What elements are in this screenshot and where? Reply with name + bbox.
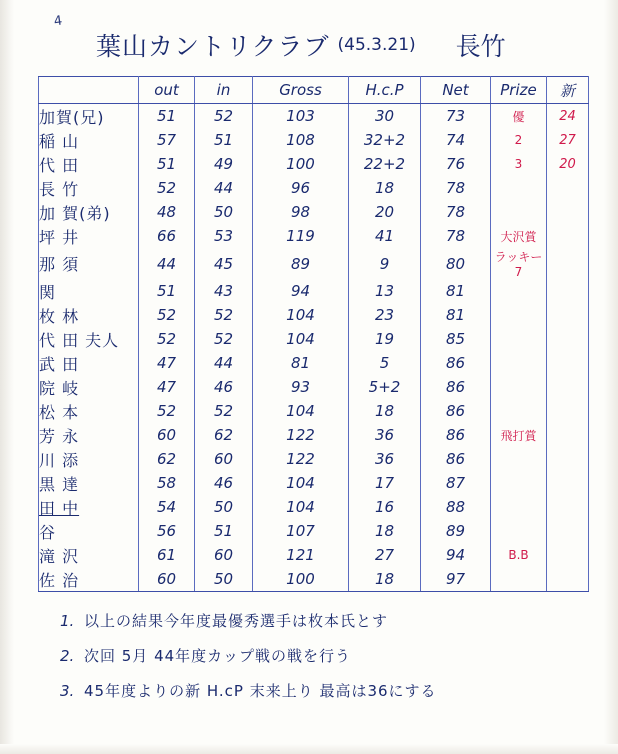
table-row [39, 104, 589, 129]
table-row [39, 447, 589, 471]
score-net: 86 [421, 423, 491, 447]
score-net: 74 [421, 128, 491, 152]
paper-edge-bottom [0, 744, 618, 754]
table-row [39, 279, 589, 303]
score-gross: 122 [253, 447, 349, 471]
prize-label: ラッキー7 [491, 248, 547, 279]
score-in: 51 [195, 128, 253, 152]
score-net: 94 [421, 543, 491, 567]
column-header-net: Net [421, 77, 491, 104]
column-header-prize: Prize [491, 77, 547, 104]
score-hcp: 27 [349, 543, 421, 567]
player-name: 那 須 [39, 248, 139, 279]
score-in: 43 [195, 279, 253, 303]
score-in: 52 [195, 327, 253, 351]
new-hcp: 20 [547, 152, 589, 176]
score-gross: 89 [253, 248, 349, 279]
score-gross: 104 [253, 495, 349, 519]
score-out: 60 [139, 567, 195, 592]
score-hcp: 32+2 [349, 128, 421, 152]
score-gross: 100 [253, 567, 349, 592]
score-out: 52 [139, 176, 195, 200]
table-row [39, 567, 589, 592]
score-table-container [38, 76, 588, 592]
score-gross: 107 [253, 519, 349, 543]
score-out: 52 [139, 303, 195, 327]
score-out: 44 [139, 248, 195, 279]
player-name: 坪 井 [39, 224, 139, 248]
event-date: (45.3.21) [337, 35, 416, 55]
new-hcp: 24 [547, 104, 589, 129]
score-net: 86 [421, 447, 491, 471]
player-name: 稲 山 [39, 128, 139, 152]
score-in: 52 [195, 399, 253, 423]
score-out: 66 [139, 224, 195, 248]
new-hcp [547, 224, 589, 248]
score-out: 56 [139, 519, 195, 543]
score-hcp: 36 [349, 447, 421, 471]
new-hcp [547, 567, 589, 592]
new-hcp [547, 543, 589, 567]
note-text: 次回 5月 44年度カップ戦の戦を行う [84, 647, 352, 665]
score-table [38, 76, 589, 592]
score-hcp: 16 [349, 495, 421, 519]
score-in: 51 [195, 519, 253, 543]
score-net: 81 [421, 279, 491, 303]
new-hcp [547, 519, 589, 543]
player-name: 佐 治 [39, 567, 139, 592]
score-out: 51 [139, 279, 195, 303]
prize-label [491, 495, 547, 519]
score-net: 78 [421, 176, 491, 200]
paper-edge-right [604, 0, 618, 754]
score-net: 89 [421, 519, 491, 543]
score-gross: 100 [253, 152, 349, 176]
note-item [60, 645, 590, 666]
score-gross: 104 [253, 399, 349, 423]
column-header-hcp: H.c.P [349, 77, 421, 104]
score-gross: 119 [253, 224, 349, 248]
table-row [39, 176, 589, 200]
score-hcp: 18 [349, 176, 421, 200]
score-gross: 94 [253, 279, 349, 303]
score-out: 61 [139, 543, 195, 567]
score-net: 86 [421, 399, 491, 423]
player-name: 院 岐 [39, 375, 139, 399]
table-row [39, 248, 589, 279]
score-gross: 98 [253, 200, 349, 224]
column-header-name [39, 77, 139, 104]
score-hcp: 18 [349, 567, 421, 592]
score-out: 58 [139, 471, 195, 495]
score-net: 97 [421, 567, 491, 592]
score-in: 46 [195, 375, 253, 399]
score-out: 47 [139, 351, 195, 375]
table-row [39, 423, 589, 447]
score-gross: 81 [253, 351, 349, 375]
notes-section [60, 610, 590, 715]
new-hcp [547, 375, 589, 399]
score-net: 81 [421, 303, 491, 327]
note-number: 2. [60, 647, 75, 665]
player-name: 芳 永 [39, 423, 139, 447]
score-hcp: 30 [349, 104, 421, 129]
new-hcp [547, 303, 589, 327]
score-gross: 93 [253, 375, 349, 399]
player-name: 枚 林 [39, 303, 139, 327]
score-table-body [39, 104, 589, 592]
score-net: 73 [421, 104, 491, 129]
score-in: 50 [195, 200, 253, 224]
score-gross: 122 [253, 423, 349, 447]
new-hcp: 27 [547, 128, 589, 152]
prize-label [491, 471, 547, 495]
score-net: 86 [421, 351, 491, 375]
new-hcp [547, 495, 589, 519]
table-row [39, 471, 589, 495]
player-name: 代 田 [39, 152, 139, 176]
score-in: 45 [195, 248, 253, 279]
column-header-in: in [195, 77, 253, 104]
score-in: 62 [195, 423, 253, 447]
prize-label: 大沢賞 [491, 224, 547, 248]
score-gross: 121 [253, 543, 349, 567]
prize-label [491, 567, 547, 592]
score-out: 52 [139, 327, 195, 351]
score-in: 49 [195, 152, 253, 176]
score-gross: 104 [253, 303, 349, 327]
prize-label [491, 327, 547, 351]
score-hcp: 36 [349, 423, 421, 447]
table-row [39, 351, 589, 375]
score-gross: 96 [253, 176, 349, 200]
score-gross: 103 [253, 104, 349, 129]
score-hcp: 18 [349, 399, 421, 423]
score-out: 54 [139, 495, 195, 519]
club-name: 葉山カントリクラブ [96, 32, 330, 61]
column-header-new: 新 [547, 77, 589, 104]
score-net: 85 [421, 327, 491, 351]
note-text: 45年度よりの新 H.cP 末来上り 最高は36にする [84, 682, 437, 700]
score-hcp: 17 [349, 471, 421, 495]
score-in: 44 [195, 176, 253, 200]
score-net: 87 [421, 471, 491, 495]
score-net: 78 [421, 224, 491, 248]
table-row [39, 128, 589, 152]
score-gross: 108 [253, 128, 349, 152]
score-hcp: 41 [349, 224, 421, 248]
new-hcp [547, 327, 589, 351]
player-name: 川 添 [39, 447, 139, 471]
score-in: 44 [195, 351, 253, 375]
player-name: 代 田 夫人 [39, 327, 139, 351]
score-out: 52 [139, 399, 195, 423]
column-header-out: out [139, 77, 195, 104]
player-name: 加 賀(弟) [39, 200, 139, 224]
prize-label: 3 [491, 152, 547, 176]
score-hcp: 22+2 [349, 152, 421, 176]
player-name: 長 竹 [39, 176, 139, 200]
table-header-row [39, 77, 589, 104]
table-row [39, 543, 589, 567]
score-net: 78 [421, 200, 491, 224]
player-name: 松 本 [39, 399, 139, 423]
table-row [39, 224, 589, 248]
prize-label [491, 375, 547, 399]
score-hcp: 5+2 [349, 375, 421, 399]
score-net: 86 [421, 375, 491, 399]
score-out: 57 [139, 128, 195, 152]
note-text: 以上の結果今年度最優秀選手は枚本氏とす [84, 612, 389, 630]
new-hcp [547, 200, 589, 224]
prize-label: 優 [491, 104, 547, 129]
new-hcp [547, 423, 589, 447]
player-name: 滝 沢 [39, 543, 139, 567]
note-number: 1. [60, 612, 75, 630]
score-hcp: 9 [349, 248, 421, 279]
prize-label: B.B [491, 543, 547, 567]
column-header-gross: Gross [253, 77, 349, 104]
score-out: 51 [139, 152, 195, 176]
prize-label [491, 303, 547, 327]
player-name: 加賀(兄) [39, 104, 139, 129]
table-row [39, 519, 589, 543]
score-net: 76 [421, 152, 491, 176]
note-item [60, 610, 590, 631]
player-name: 武 田 [39, 351, 139, 375]
score-out: 48 [139, 200, 195, 224]
note-item [60, 680, 590, 701]
score-gross: 104 [253, 327, 349, 351]
score-out: 47 [139, 375, 195, 399]
score-net: 80 [421, 248, 491, 279]
winner-name: 長竹 [455, 32, 506, 61]
table-row [39, 303, 589, 327]
prize-label [491, 200, 547, 224]
player-name: 谷 [39, 519, 139, 543]
score-hcp: 20 [349, 200, 421, 224]
table-row [39, 399, 589, 423]
new-hcp [547, 351, 589, 375]
prize-label: 2 [491, 128, 547, 152]
corner-mark: 4 [52, 13, 64, 30]
score-hcp: 23 [349, 303, 421, 327]
new-hcp [547, 471, 589, 495]
table-row [39, 375, 589, 399]
score-in: 53 [195, 224, 253, 248]
score-out: 51 [139, 104, 195, 129]
new-hcp [547, 176, 589, 200]
prize-label: 飛打賞 [491, 423, 547, 447]
paper-edge-left [0, 0, 14, 754]
score-hcp: 13 [349, 279, 421, 303]
score-in: 46 [195, 471, 253, 495]
score-hcp: 18 [349, 519, 421, 543]
prize-label [491, 399, 547, 423]
prize-label [491, 351, 547, 375]
new-hcp [547, 447, 589, 471]
score-in: 52 [195, 303, 253, 327]
score-out: 62 [139, 447, 195, 471]
new-hcp [547, 279, 589, 303]
player-name: 関 [39, 279, 139, 303]
table-row [39, 200, 589, 224]
player-name: 田 中 [39, 495, 139, 519]
score-gross: 104 [253, 471, 349, 495]
table-row [39, 327, 589, 351]
prize-label [491, 447, 547, 471]
score-in: 50 [195, 567, 253, 592]
player-name: 黒 達 [39, 471, 139, 495]
prize-label [491, 176, 547, 200]
score-hcp: 19 [349, 327, 421, 351]
note-number: 3. [60, 682, 75, 700]
score-net: 88 [421, 495, 491, 519]
score-in: 60 [195, 543, 253, 567]
score-in: 60 [195, 447, 253, 471]
prize-label [491, 519, 547, 543]
new-hcp [547, 248, 589, 279]
score-hcp: 5 [349, 351, 421, 375]
score-in: 52 [195, 104, 253, 129]
document-title [96, 24, 576, 66]
table-row [39, 152, 589, 176]
new-hcp [547, 399, 589, 423]
table-row [39, 495, 589, 519]
prize-label [491, 279, 547, 303]
score-in: 50 [195, 495, 253, 519]
score-out: 60 [139, 423, 195, 447]
